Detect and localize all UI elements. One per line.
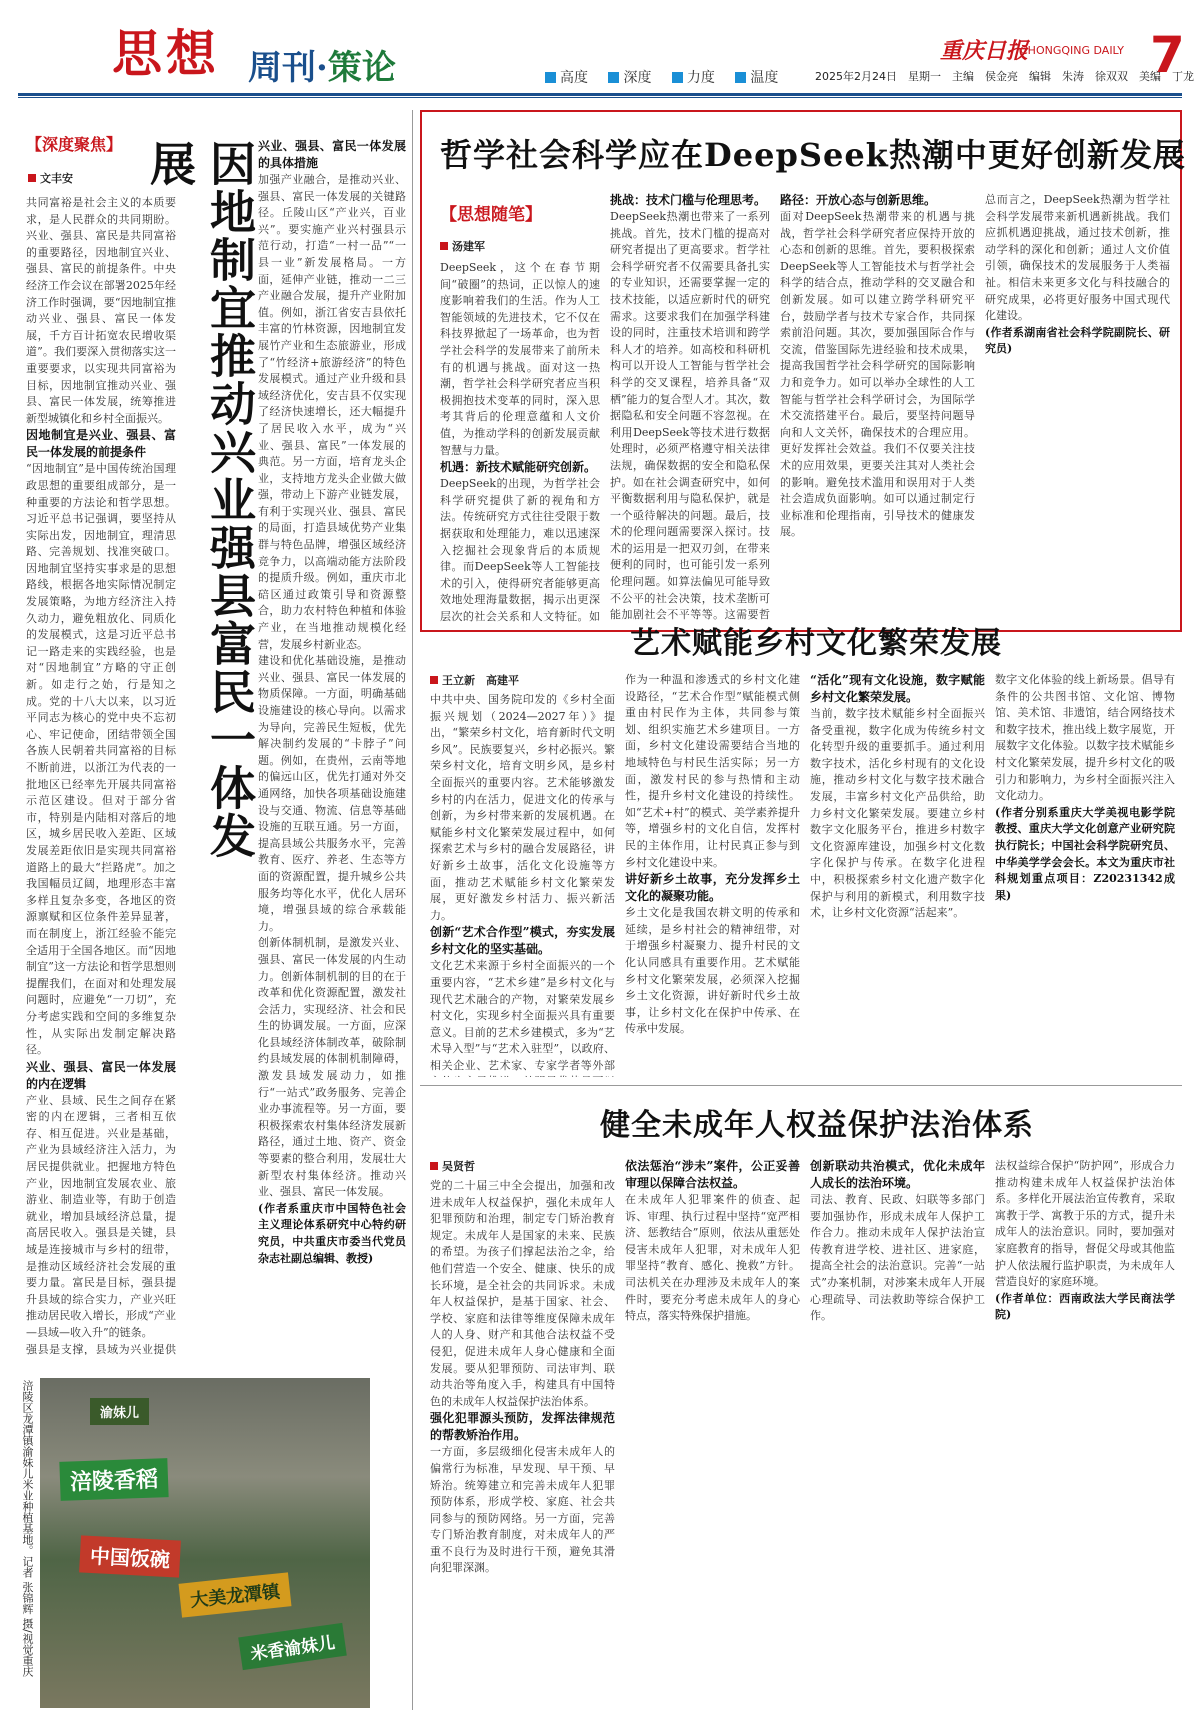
article1-body-col2: 兴业、强县、富民一体发展的具体措施 加强产业融合，是推动兴业、强县、富民一体发展的关键路径。丘陵山区“产业兴，百业兴”。要实施产业兴村强县示范行动，打造“一村一品”“一县一业”新发展格局。一方面，延伸产业链，推动一二三产业融合发展，提升产业附加值。例如，浙江省安吉县依托丰富的竹林资源，因地制宜发展竹产业和生态旅游业，形成了“竹经济+旅游经济”的特色发展模式。通过产业升级和县域经济优化，安吉县不仅实现了经济快速增长，还大幅提升了居民收入水平，成为“兴业、强县、富民”一体发展的典范。另一方面，培育龙头企业，支持地方龙头企业做大做强，带动上下游产业链发展，有利于实现兴业、强县、富民的局面，打造县域优势产业集群与特色品牌，增强区域经济竞争力，以高端动能方法阶段的提质升级。例如，重庆市北碚区通过政策引导和资源整合，助力农村特色种植和体验产业，在当地推动规模化经营，发展乡村新业态。 建设和优化基础设施，是推动兴业、强县、富民一体发展的物质保障。一方面，明确基础设施建设的核心导向。以需求为导向，完善民生短板，优先解决制约发展的“卡脖子”问题。例如，在贵州，云南等地的偏远山区，优先打通对外交通网络，加快各项基础设施建设与交通、物流、信息等基础设施的互联互通。另一方面，提高县域公共服务水平，完善教育、医疗、养老、生态等方面的资源配置，提升城乡公共服务均等化水平，优化人居环境，增强县域的综合承载能力。 创新体制机制，是激发兴业、强县、富民一体发展的内生动力。创新体制机制的目的在于改革和优化资源配置，激发社会活力，实现经济、社会和民生的协调发展。一方面，应深化县域经济体制改革，破除制约县域发展的体制机制障碍，激发县域发展动力，如推行“一站式”政务服务、完善企业办事流程等。另一方面，要积极探索农村集体经济发展新路径，通过土地、资产、资金等要素的整合利用，发展壮大新型农村集体经济。推动兴业、强县、富民一体发展。 (作者系重庆市中国特色社会主义理论体系研究中心特约研究员，中共重庆市委当代党员杂志社副总编辑、教授) xyxy=(258,139,406,1265)
page-number: 7 xyxy=(1150,26,1185,84)
article2-body-col3: 路径：开放心态与创新思维。 面对DeepSeek热潮带来的机遇与挑战，哲学社会科学研究者应保持开放的心态和创新的思维。首先，要积极探索DeepSeek等人工智能技术与哲学社会科学的结合点，推动学科的交叉融合和创新发展。如可以建立跨学科研究平台，鼓励学者与技术专家合作，共同探索前沿问题。其次，要加强国际合作与交流，借鉴国际先进经验和技术成果，提高我国哲学社会科学研究的国际影响力和竞争力。如可以举办全球性的人工智能与哲学社会科学研讨会，为国际学术交流搭建平台。最后，要坚持问题导向和人文关怀，确保技术的合理应用。更好发挥社会效益。我们不仅要关注技术的应用效果，更要关注其对人类社会的影响。避免技术滥用和误用对于人类社会造成负面影响。如可以通过制定行业标准和伦理指南，引导技术的健康发展。 xyxy=(780,193,975,539)
article1-body-col1: 共同富裕是社会主义的本质要求，是人民群众的共同期盼。兴业、强县、富民是共同富裕的重要路径，因地制宜兴业、强县、富民的前提条件。中央经济工作会议在部署2025年经济工作时强调，要“因地制宜推动兴业、强县、富民一体发展，千方百计拓宽农民增收渠道”。我们要深入贯彻落实这一重要要求，以实现共同富裕为目标，因地制宜推动兴业、强县、富民一体发展，统筹推进新型城镇化和乡村全面振兴。 因地制宜是兴业、强县、富民一体发展的前提条件 “因地制宜”是中国传统治国理政思想的重要组成部分，是一种重要的方法论和哲学思想。习近平总书记强调，要坚持从实际出发，因地制宜，理清思路、完善规划、找准突破口。因地制宜坚持实事求是的思想路线，根据各地实际情况制定发展策略，为地方经济注入持久动力，避免粗放化、同质化的发展模式，这是习近平总书记一路走来的实践经验，也是对“因地制宜”方略的守正创新。如走行之始，行是知之成。党的十八大以来，以习近平同志为核心的党中央不忘初心、牢记使命，团结带领全国各族人民朝着共同富裕的目标不断前进，以浙江为代表的一批地区已经率先开展共同富裕示范区建设。但对于部分省市，特别是内陆相对落后的地区，城乡居民收入差距、区域发展差距依旧是实现共同富裕道路上的最大“拦路虎”。加之我国幅员辽阔，地理形态丰富多样且复杂多变，各地区的资源禀赋和区位条件差异显著，而在制度上，浙江经验不能完全适用于全国各地区。而“因地制宜”这一方法论和哲学思想则提醒我们，在面对和处理发展问题时，应避免“一刀切”，充分考虑实践和空间的多维复杂性，从实际出发制定解决路径。 兴业、强县、富民一体发展的内在逻辑 产业、县域、民生之间存在紧密的内在逻辑，三者相互依存、相互促进。兴业是基础，产业为县域经济注入活力，为居民提供就业。把握地方特色产业，因地制宜发展农业、旅游业、制造业等，有助于创造就业，增加县域经济总量，提高居民收入。强县是关键，县域是连接城市与乡村的纽带，是推动区域经济社会发展的重要力量。富民是目标，强县提升县域的综合实力，产业兴旺推动居民收入增长，形成“产业—县域—收入升”的链条。 强县是支撑，县域为兴业提供 xyxy=(26,196,176,1355)
article4-body-col2: 依法惩治“涉未”案件，公正妥善审理以保障合法权益。 在未成年人犯罪案件的侦查、起诉、审理、执行过程中坚持“宽严相济、惩教结合”原则，依法从重惩处侵害未成年人犯罪，对未成年人犯罪坚持“教育、感化、挽救”方针。司法机关在办理涉及未成年人的案件时，要充分考虑未成年人的身心特点，落实特殊保护措施。 xyxy=(625,1159,800,1323)
header-rule-thin xyxy=(18,97,1182,98)
tag-row xyxy=(545,67,794,87)
column-rule xyxy=(412,110,413,1710)
article3-body-col2: 作为一种温和渗透式的乡村文化建设路径，“艺术合作型”赋能模式侧重由村民作为主体，共同参与策划、组织实施艺术乡建项目。一方面，乡村文化建设需要结合当地的地域特色与村民生活实际；另一方面，激发村民的参与热情和主动性，提升乡村文化建设的持续性。如“艺术+村”的模式、美学素养提升等，增强乡村的文化自信，发挥村民的主体作用，让村民真正参与到乡村文化建设中来。 讲好新乡土故事，充分发挥乡土文化的凝聚功能。 乡土文化是我国农耕文明的传承和延续，是乡村社会的精神纽带，对于增强乡村凝聚力、提升村民的文化认同感具有重要作用。艺术赋能乡村文化繁荣发展，必须深入挖掘乡土文化资源，讲好新时代乡土故事，让乡村文化在保护中传承、在传承中发展。 xyxy=(625,673,800,1036)
article2-body-col1: DeepSeek，这个在春节期间“破圈”的热词，正以惊人的速度影响着我们的生活。作为人工智能领域的先进技术，它不仅在科技界掀起了一场革命，也为哲学社会科学的发展带来了前所未有的机遇与挑战。面对这一热潮，哲学社会科学研究者应当积极拥抱技术变革的同时，深入思考其背后的伦理意蕴和人文价值，为推动学科的创新发展贡献智慧与力量。 机遇：新技术赋能研究创新。 DeepSeek的出现，为哲学社会科学研究提供了新的视角和方法。传统研究方式往往受限于数据获取和处理能力，难以迅速深入挖掘社会现象背后的本质规律。而DeepSeek等人工智能技术的引入，使得研究者能够更高效地处理海量数据，揭示出更深层次的社会关系和人文特征。如 xyxy=(440,261,600,623)
section-logo: 思想 xyxy=(112,24,220,83)
photo-sign: 涪陵香稻 xyxy=(59,1458,168,1501)
tag-item: 温度 xyxy=(735,67,778,87)
article3-title: 艺术赋能乡村文化繁荣发展 xyxy=(630,626,1002,661)
article2-body-col4: 总而言之，DeepSeek热潮为哲学社会科学发展带来新机遇新挑战。我们应抓机遇迎挑战，通过技术创新，推动学科的深化和创新；通过人文价值引领，确保技术的发展服务于人类福祉。相信未来更多文化与科技融合的研究成果，必将更好服务中国式现代化建设。 (作者系湖南省社会科学院副院长、研究员) xyxy=(985,193,1170,356)
tag-item: 力度 xyxy=(672,67,715,87)
section-tag-essay: 【思想随笔】 xyxy=(440,205,542,225)
photo-sign: 中国饭碗 xyxy=(79,1535,181,1577)
paper-name: 重庆日报 xyxy=(940,38,1029,64)
article3-body-col4: 数字文化体验的线上新场景。倡导有条件的公共图书馆、文化馆、博物馆、美术馆、非遗馆，结合网络技术和数字技术，推出线上数字展览，开展数字文化体验。以数字技术赋能乡村文化繁荣发展，提升乡村文化的吸引力和影响力，为乡村全面振兴注入文化动力。 (作者分别系重庆大学美视电影学院教授、重庆大学文化创意产业研究院执行院长；中国社会科学院研究员、中华美学学会会长。本文为重庆市社科规划重点项目：Z20231342成果) xyxy=(995,673,1175,902)
article4-author: 吴贤哲 xyxy=(430,1158,475,1174)
tag-item: 高度 xyxy=(545,67,588,87)
photo-sign: 米香渝妹儿 xyxy=(238,1623,347,1670)
article3-author: 王立新 高建平 xyxy=(430,672,519,688)
paper-name-en: CHONGQING DAILY xyxy=(1020,44,1124,57)
article2-body-col2: 挑战：技术门槛与伦理思考。 DeepSeek热潮也带来了一系列挑战。首先，技术门槛的提高对研究者提出了更高要求。哲学社会科学研究者不仅需要具备扎实的专业知识，还需要掌握一定的技术技能，以适应新时代的研究需求。这要求我们在加强学科建设的同时，注重技术培训和跨学科人才的培养。如高校和科研机构可以开设人工智能与哲学社会科学的交叉课程，培养具备“双栖”能力的复合型人才。其次，数据隐私和安全问题不容忽视。在利用DeepSeek等技术进行数据处理时，必须严格遵守相关法律法规，确保数据的安全和隐私保护。如在社会调查研究中，如何平衡数据利用与隐私保护，就是一个亟待解决的问题。最后，技术的伦理问题需要深入探讨。技术的运用是一把双刃剑，在带来便利的同时，也可能引发一系列伦理问题。如算法偏见可能导致不公平的社会决策，技术垄断可能加剧社会不平等等。这需要哲 xyxy=(610,193,770,622)
section-tag-depth: 【深度聚焦】 xyxy=(26,135,123,154)
photo-sign: 大美龙潭镇 xyxy=(179,1572,292,1617)
article4-body-col3: 创新联动共治模式，优化未成年人成长的法治环境。 司法、教育、民政、妇联等多部门要加强协作，形成未成年人保护工作合力。推动未成年人保护法治宣传教育进学校、进社区、进家庭，提高全社会的法治意识。完善“一站式”办案机制，对涉案未成年人开展心理疏导、司法救助等综合保护工作。 xyxy=(810,1159,985,1323)
article4-title: 健全未成年人权益保护法治体系 xyxy=(600,1108,1034,1143)
photo-sign: 渝妹儿 xyxy=(90,1398,149,1425)
row-rule xyxy=(420,1085,1182,1086)
photo-caption: 涪陵区龙潭镇渝妹儿米业种植基地。记者 张锦辉 摄/视觉重庆 xyxy=(21,1380,34,1677)
article4-body-col4: 法权益综合保护“防护网”，形成合力推动构建未成年人权益保护法治体系。多样化开展法治宣传教育，采取寓教于学、寓教于乐的方式，提升未成年人的法治意识。同时，要加强对家庭教育的指导，督促父母或其他监护人依法履行监护职责，为未成年人营造良好的家庭环境。 (作者单位：西南政法大学民商法学院) xyxy=(995,1159,1175,1322)
article4-body-col1: 党的二十届三中全会提出，加强和改进未成年人权益保护，强化未成年人犯罪预防和治理，制定专门矫治教育规定。未成年人是国家的未来、民族的希望。为孩子们撑起法治之伞，给他们营造一个安全、健康、快乐的成长环境，是全社会的共同诉求。未成年人权益保护，是基于国家、社会、学校、家庭和法律等维度保障未成年人的人身、财产和其他合法权益不受侵犯，促进未成年人身心健康和全面发展。要从犯罪预防、司法审判、联动共治等角度入手，构建具有中国特色的未成年人权益保护法治体系。 强化犯罪源头预防，发挥法律规范的帮教矫治作用。 一方面，多层级细化侵害未成年人的偏常行为标准，早发现、早干预、早矫治。统筹建立和完善未成年人犯罪预防体系，形成学校、家庭、社会共同参与的预防网络。另一方面，完善专门矫治教育制度，对未成年人的严重不良行为及时进行干预，避免其滑向犯罪深渊。 xyxy=(430,1179,615,1575)
photo-rice-base xyxy=(40,1378,370,1708)
tag-item: 深度 xyxy=(608,67,651,87)
article2-author: 汤建军 xyxy=(440,238,485,254)
article2-title: 哲学社会科学应在DeepSeek热潮中更好创新发展 xyxy=(440,136,1186,174)
article1-author: 文丰安 xyxy=(28,170,73,186)
article3-body-col3: “活化”现有文化设施，数字赋能乡村文化繁荣发展。 当前，数字技术赋能乡村全面振兴备受重视，数字化成为传统乡村文化转型升级的重要抓手。通过利用数字技术，活化乡村现有的文化设施，推动乡村文化与数字技术融合发展，丰富乡村文化产品供给，助力乡村文化繁荣发展。要建立乡村数字文化服务平台，推进乡村数字文化资源库建设，加强乡村文化数字化保护与传承。在数字化进程中，积极探索乡村文化遗产数字化保护与利用的新模式，利用数字技术，让乡村文化资源“活起来”。 xyxy=(810,673,985,920)
edition-line: 2025年2月24日 星期一 主编 侯金亮 编辑 朱涛 徐双双 美编 丁龙 xyxy=(815,70,1194,83)
article1-title: 因地制宜推动兴业强县富民一体发展 xyxy=(143,140,257,860)
supplement-title: 周刊·策论 xyxy=(248,48,396,88)
header-rule xyxy=(18,93,1182,96)
article3-body-col1: 中共中央、国务院印发的《乡村全面振兴规划（2024—2027年）》提出，“繁荣乡村文化，培育新时代文明乡风”。民族要复兴，乡村必振兴。繁荣乡村文化，培育文明乡风，是乡村全面振兴的重要内容。艺术能够激发乡村的内在活力，促进文化的传承与创新，为乡村带来新的发展机遇。在赋能乡村文化繁荣发展过程中，如何探索艺术与乡村的融合发展路径，讲好新乡土故事，活化文化设施等方面，推动艺术赋能乡村文化繁荣发展，更好激发乡村活力、振兴新活力。 创新“艺术合作型”模式，夯实发展乡村文化的坚实基础。 文化艺术来源于乡村全面振兴的一个重要内容，“艺术乡建”是乡村文化与现代艺术融合的产物，对繁荣发展乡村文化，实现乡村全面振兴具有重要意义。目前的艺术乡建模式，多为“艺术导入型”与“艺术入驻型”，以政府、相关企业、艺术家、专家学者等外部 xyxy=(430,693,615,1072)
